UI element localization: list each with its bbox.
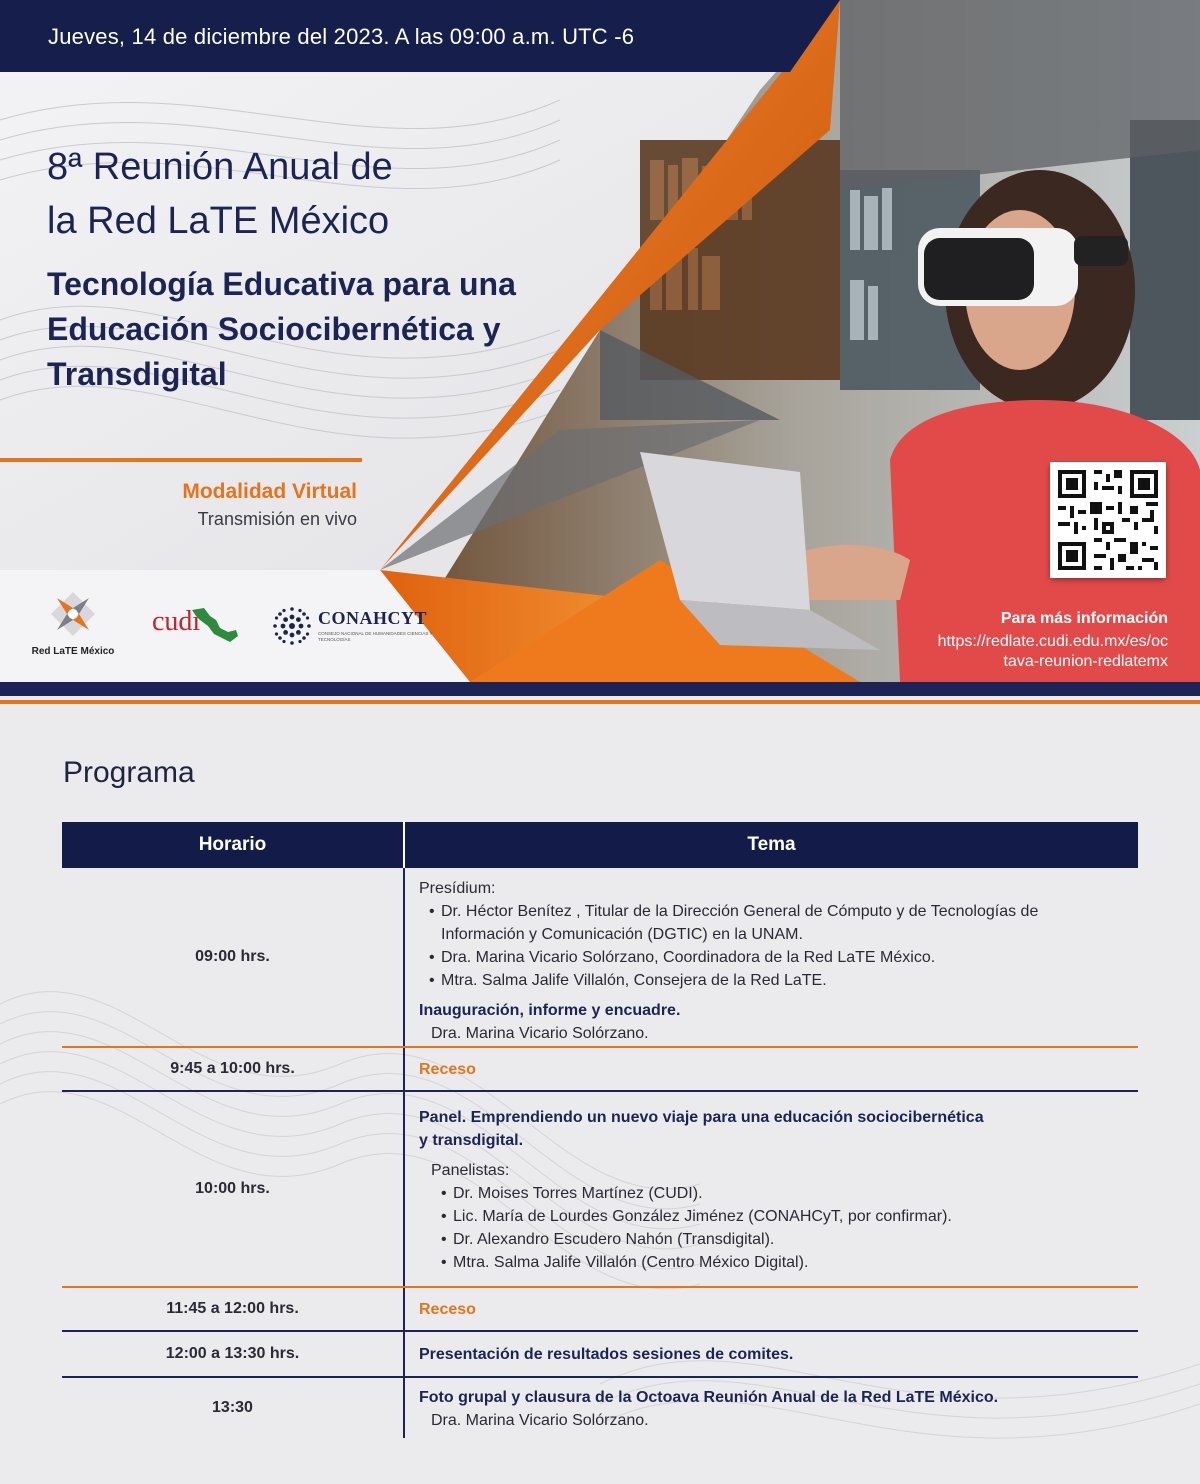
row-time: 9:45 a 10:00 hrs. [62,1048,405,1090]
activity-title: Inauguración, informe y encuadre. [419,1002,681,1019]
row-topic: Presentación de resultados sesiones de comites. [419,1345,794,1363]
more-info-url-line1: https://redlate.cudi.edu.mx/es/oc [937,633,1168,650]
row-time: 11:45 a 12:00 hrs. [62,1288,405,1330]
presidium-label: Presídium: [419,880,496,897]
event-subtitle: Tecnología Educativa para una Educación Sociocibernética y Transdigital [47,266,516,392]
more-info-url-line2: tava-reunion-redlatemx [1003,653,1168,670]
conahcyt-logo-subtitle: CONSEJO NACIONAL DE HUMANIDADES CIENCIAS Y TECNOLOGÍAS [318,631,433,642]
navy-band-divider [0,682,1200,696]
presidium-list [419,900,1138,992]
header-horario: Horario [62,822,405,868]
list-item: • Mtra. Salma Jalife Villalón, Consejera de la Red LaTE. [419,969,1138,992]
redlate-logo-icon [49,590,97,638]
modalidad-label: Modalidad Virtual [182,480,357,503]
row-topic [405,1092,1138,1286]
panel-title-line2: y transdigital. [419,1132,524,1149]
speaker-name: Dra. Marina Vicario Solórzano. [431,1412,649,1429]
event-date: Jueves, 14 de diciembre del 2023. A las 09:00 a.m. UTC -6 [48,24,635,49]
list-item: • Lic. María de Lourdes González Jiménez (CONAHCyT, por confirmar). [431,1205,1138,1228]
panelists-list [419,1182,1138,1274]
redlate-logo [26,590,120,660]
event-title-line1: 8ª Reunión Anual de [47,146,393,188]
program-table [62,822,1138,1438]
more-info-url[interactable] [898,632,1168,672]
mexico-map-icon [190,606,240,646]
row-time: 10:00 hrs. [62,1092,405,1286]
panelists-label: Panelistas: [431,1162,510,1179]
qr-code[interactable] [1050,462,1166,578]
cudi-logo-text: cudi [152,606,201,637]
conahcyt-logo [272,604,442,646]
redlate-logo-label: Red LaTE México [31,646,115,657]
table-row [62,868,1138,1048]
more-info-label: Para más información [1000,610,1168,627]
list-item: • Mtra. Salma Jalife Villalón (Centro México Digital). [431,1251,1138,1274]
conahcyt-logo-name: CONAHCYT [318,608,428,628]
hero-banner [0,0,1200,682]
table-row [62,1092,1138,1288]
conahcyt-emblem-icon [272,606,312,646]
list-item: • Dr. Alexandro Escudero Nahón (Transdigital). [431,1228,1138,1251]
row-time: 12:00 a 13:30 hrs. [62,1332,405,1376]
row-topic [405,868,1138,1046]
table-header [62,822,1138,868]
program-title: Programa [63,756,195,789]
row-time: 09:00 hrs. [62,868,405,1046]
event-title [47,140,467,248]
table-row [62,1378,1138,1438]
speaker-name: Dra. Marina Vicario Solórzano. [431,1025,649,1042]
row-time: 13:30 [62,1378,405,1438]
table-row [62,1288,1138,1332]
row-topic: Receso [419,1300,476,1318]
list-item: • Dr. Moises Torres Martínez (CUDI). [431,1182,1138,1205]
cudi-logo [150,600,240,646]
header-tema: Tema [747,834,796,855]
panel-title-line1: Panel. Emprendiendo un nuevo viaje para una educación sociocibernética [419,1109,984,1126]
table-row [62,1332,1138,1378]
orange-divider [0,458,362,462]
row-topic: Receso [419,1060,476,1078]
row-topic [405,1378,1138,1438]
qr-code-icon [1050,462,1166,578]
list-item: • Dra. Marina Vicario Solórzano, Coordinadora de la Red LaTE México. [419,946,1138,969]
closing-title: Foto grupal y clausura de la Octoava Reunión Anual de la Red LaTE México. [419,1389,999,1406]
transmission-label: Transmisión en vivo [197,509,357,529]
list-item: • Dr. Héctor Benítez , Titular de la Dirección General de Cómputo y de Tecnologías de Información y Comunicación (DGTIC) en la UNAM. [419,900,1099,946]
event-title-line2: la Red LaTE México [47,200,390,242]
table-row [62,1048,1138,1092]
